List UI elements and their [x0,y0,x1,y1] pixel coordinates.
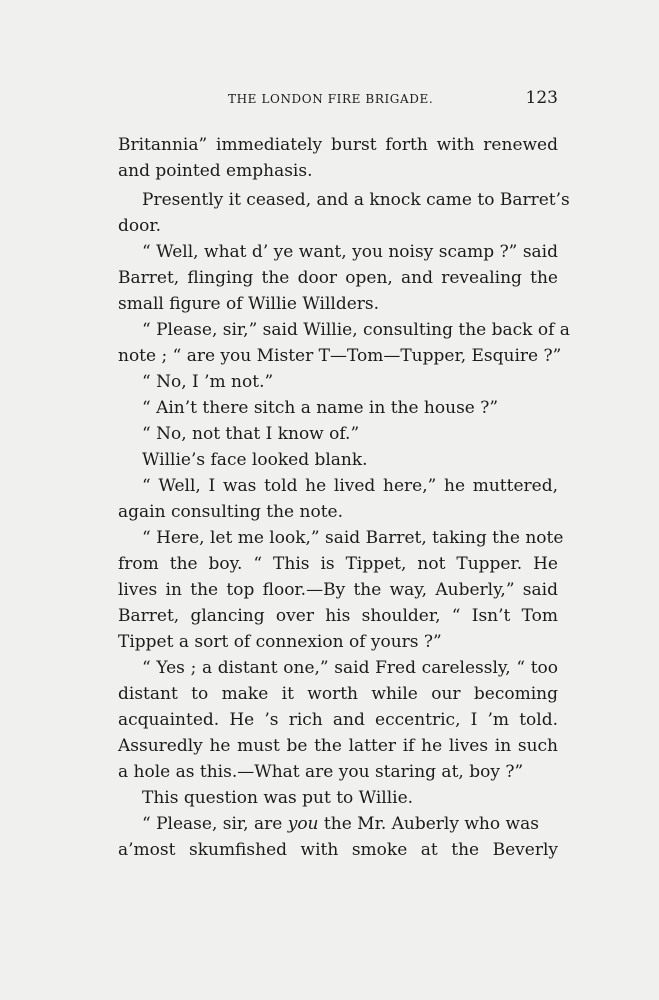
text-line: “ No, I ’m not.” [142,372,274,392]
text-line: “ Yes ; a distant one,” said Fred carelessly, “ too [142,658,558,678]
text-line: Britannia” immediately burst forth with renewed [118,135,558,155]
text-line: Tippet a sort of connexion of yours ?” [118,632,442,652]
text-segment: “ Please, sir, are [142,814,288,834]
text-line: again consulting the note. [118,502,343,522]
text-line: lives in the top floor.—By the way, Auberly,” said [118,580,558,600]
text-line: a hole as this.—What are you staring at, boy ?” [118,762,524,782]
emphasized-word: you [287,814,319,834]
text-line: and pointed emphasis. [118,161,313,181]
page-header [118,88,558,112]
text-line: “ Please, sir,” said Willie, consulting the back of a [142,320,570,340]
text-line: distant to make it worth while our becoming [118,684,558,704]
page-number: 123 [525,88,558,108]
text-line: Assuredly he must be the latter if he lives in such [118,736,558,756]
text-line: “ Well, what d’ ye want, you noisy scamp ?” said [142,242,558,262]
text-line: note ; “ are you Mister T—Tom—Tupper, Esquire ?” [118,346,562,366]
text-line: Willie’s face looked blank. [142,450,368,470]
text-line: This question was put to Willie. [142,788,414,808]
text-line: small figure of Willie Willders. [118,294,380,314]
running-head: THE LONDON FIRE BRIGADE. [228,92,434,106]
text-line: “ No, not that I know of.” [142,424,360,444]
text-line: “ Here, let me look,” said Barret, taking the note [142,528,564,548]
text-line [142,811,539,837]
text-line: from the boy. “ This is Tippet, not Tupper. He [118,554,558,574]
text-line: acquainted. He ’s rich and eccentric, I ’m told. [118,710,558,730]
text-line: door. [118,216,162,236]
text-line: “ Well, I was told he lived here,” he muttered, [142,476,558,496]
text-segment: the Mr. Auberly who was [318,814,539,834]
text-line: Barret, glancing over his shoulder, “ Isn’t Tom [118,606,558,626]
text-line: Presently it ceased, and a knock came to Barret’s [142,190,570,210]
text-line: “ Ain’t there sitch a name in the house ?” [142,398,499,418]
text-line: Barret, flinging the door open, and revealing the [118,268,558,288]
text-line: a’most skumfished with smoke at the Beverly [118,840,558,860]
